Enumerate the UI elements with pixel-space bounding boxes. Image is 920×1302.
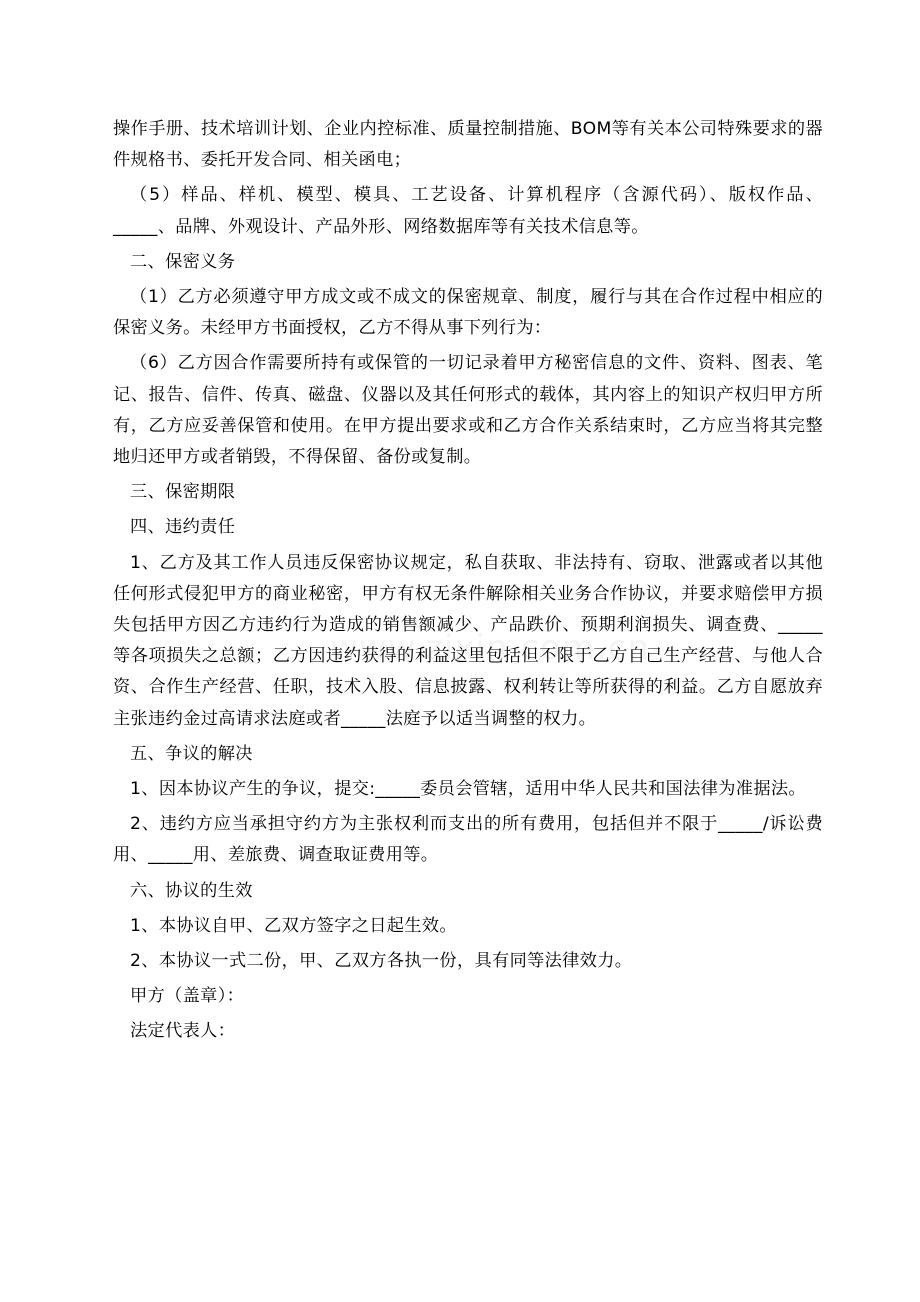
paragraph-item-1-obligations: （1）乙方必须遵守甲方成文或不成文的保密规章、制度，履行与其在合作过程中相应的保密义务。未经甲方书面授权，乙方不得从事下列行为： (113, 287, 823, 339)
paragraph-effectiveness-clause-1: 1、本协议自甲、乙双方签字之日起生效。 (130, 915, 457, 936)
section-heading-breach-liability: 四、违约责任 (130, 517, 236, 538)
signature-party-a-seal: 甲方（盖章）： (130, 986, 245, 1007)
section-heading-dispute-resolution: 五、争议的解决 (130, 743, 253, 764)
paragraph-effectiveness-clause-2: 2、本协议一式二份，甲、乙双方各执一份，具有同等法律效力。 (130, 951, 633, 972)
paragraph-item-5-samples: （5）样品、样机、模型、模具、工艺设备、计算机程序（含源代码）、版权作品、_____、品牌、外观设计、产品外形、网络数据库等有关技术信息等。 (113, 185, 823, 237)
document-body (113, 114, 823, 1048)
section-heading-confidentiality-obligations: 二、保密义务 (130, 251, 236, 272)
signature-legal-representative: 法定代表人： (130, 1021, 236, 1042)
paragraph-continuation-materials: 操作手册、技术培训计划、企业内控标准、质量控制措施、BOM等有关本公司特殊要求的器件规格书、委托开发合同、相关函电； (113, 119, 823, 171)
section-heading-effectiveness: 六、协议的生效 (130, 880, 253, 901)
paragraph-item-6-return-materials: （6）乙方因合作需要所持有或保管的一切记录着甲方秘密信息的文件、资料、图表、笔记、报告、信件、传真、磁盘、仪器以及其任何形式的载体，其内容上的知识产权归甲方所有，乙方应妥善保管和使用。在甲方提出要求或和乙方合作关系结束时，乙方应当将其完整地归还甲方或者销毁，不得保留、备份或复制。 (113, 353, 823, 468)
paragraph-dispute-clause-2: 2、违约方应当承担守约方为主张权利而支出的所有费用，包括但并不限于_____/诉讼费用、_____用、差旅费、调查取证费用等。 (113, 814, 823, 866)
section-heading-confidentiality-period: 三、保密期限 (130, 482, 236, 503)
paragraph-breach-clause-1: 1、乙方及其工作人员违反保密协议规定，私自获取、非法持有、窃取、泄露或者以其他任何形式侵犯甲方的商业秘密，甲方有权无条件解除相关业务合作协议，并要求赔偿甲方损失包括甲方因乙方违约行为造成的销售额减少、产品跌价、预期利润损失、调查费、_____等各项损失之总额；乙方因违约获得的利益这里包括但不限于乙方自己生产经营、与他人合资、合作生产经营、任职，技术入股、信息披露、权利转让等所获得的利益。乙方自愿放弃主张违约金过高请求法庭或者_____法庭予以适当调整的权力。 (113, 552, 823, 729)
paragraph-dispute-clause-1: 1、因本协议产生的争议，提交:_____委员会管辖，适用中华人民共和国法律为准据法。 (130, 779, 806, 800)
